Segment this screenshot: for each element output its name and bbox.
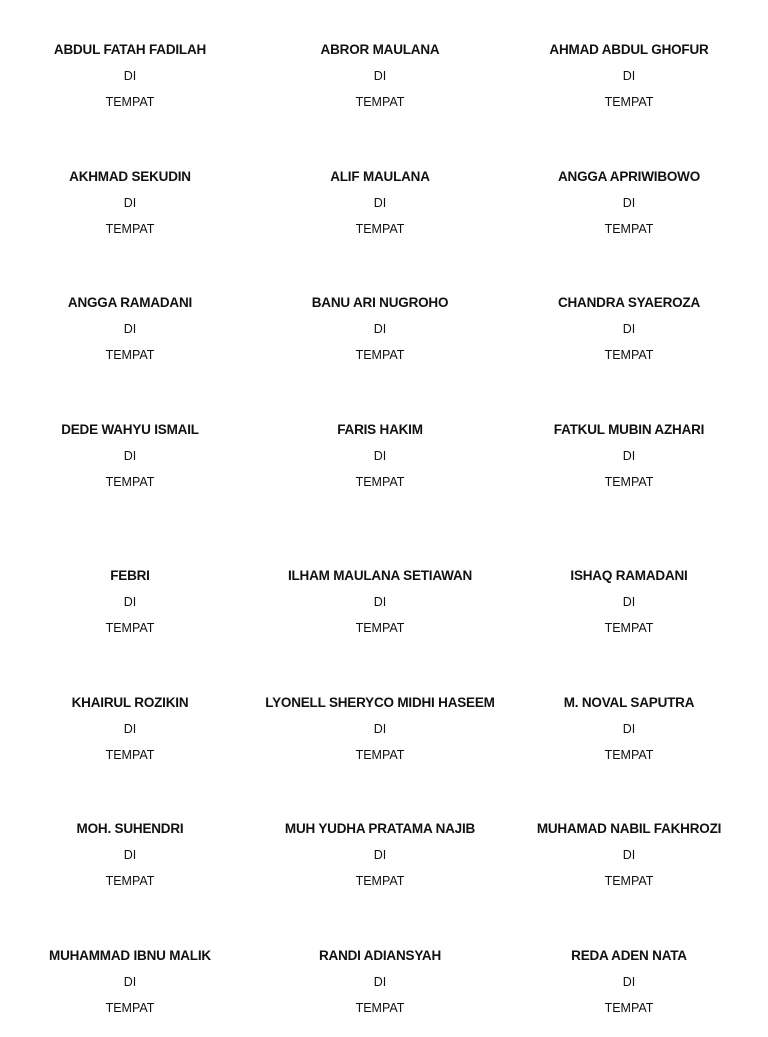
label-line-di: DI (123, 848, 137, 862)
recipient-name: MUHAMMAD IBNU MALIK (49, 948, 211, 963)
label-line-di: DI (373, 449, 387, 463)
label-line-di: DI (622, 595, 636, 609)
label-line-tempat: TEMPAT (604, 222, 654, 236)
recipient-name: MOH. SUHENDRI (76, 821, 184, 836)
recipient-name: ANGGA APRIWIBOWO (557, 169, 701, 184)
label-line-di: DI (622, 975, 636, 989)
label-line-di: DI (123, 69, 137, 83)
label-line-tempat: TEMPAT (105, 874, 155, 888)
label-line-tempat: TEMPAT (355, 621, 405, 635)
recipient-name: RANDI ADIANSYAH (318, 948, 441, 963)
label-row (0, 694, 768, 784)
label-line-di: DI (622, 196, 636, 210)
recipient-name: ALIF MAULANA (330, 169, 430, 184)
label-line-di: DI (622, 69, 636, 83)
label-line-tempat: TEMPAT (105, 748, 155, 762)
label-line-di: DI (123, 595, 137, 609)
label-line-tempat: TEMPAT (604, 95, 654, 109)
recipient-name: ABROR MAULANA (320, 42, 440, 57)
label-line-di: DI (123, 722, 137, 736)
label-line-di: DI (373, 722, 387, 736)
label-row (0, 820, 768, 910)
label-line-tempat: TEMPAT (105, 348, 155, 362)
label-row (0, 421, 768, 511)
label-line-di: DI (373, 322, 387, 336)
recipient-name: ABDUL FATAH FADILAH (53, 42, 207, 57)
label-line-di: DI (373, 69, 387, 83)
label-line-tempat: TEMPAT (105, 95, 155, 109)
label-line-di: DI (373, 595, 387, 609)
label-line-di: DI (123, 975, 137, 989)
label-line-tempat: TEMPAT (604, 621, 654, 635)
label-line-tempat: TEMPAT (105, 621, 155, 635)
label-line-tempat: TEMPAT (105, 222, 155, 236)
label-line-di: DI (123, 196, 137, 210)
label-line-di: DI (123, 449, 137, 463)
label-line-tempat: TEMPAT (355, 222, 405, 236)
recipient-name: LYONELL SHERYCO MIDHI HASEEM (265, 695, 495, 710)
label-row (0, 41, 768, 131)
recipient-name: ANGGA RAMADANI (67, 295, 193, 310)
label-line-tempat: TEMPAT (355, 874, 405, 888)
label-line-di: DI (622, 449, 636, 463)
label-line-tempat: TEMPAT (604, 475, 654, 489)
label-line-tempat: TEMPAT (604, 348, 654, 362)
label-line-tempat: TEMPAT (355, 748, 405, 762)
label-line-di: DI (622, 848, 636, 862)
recipient-name: ISHAQ RAMADANI (570, 568, 688, 583)
recipient-name: MUHAMAD NABIL FAKHROZI (536, 821, 722, 836)
recipient-name: FATKUL MUBIN AZHARI (553, 422, 705, 437)
label-line-tempat: TEMPAT (604, 1001, 654, 1015)
label-line-tempat: TEMPAT (604, 874, 654, 888)
recipient-name: BANU ARI NUGROHO (311, 295, 449, 310)
label-row (0, 168, 768, 258)
label-line-tempat: TEMPAT (355, 348, 405, 362)
label-line-di: DI (373, 196, 387, 210)
recipient-name: FARIS HAKIM (337, 422, 423, 437)
label-line-di: DI (373, 848, 387, 862)
label-line-tempat: TEMPAT (105, 475, 155, 489)
recipient-name: ILHAM MAULANA SETIAWAN (287, 568, 473, 583)
recipient-name: DEDE WAHYU ISMAIL (61, 422, 199, 437)
recipient-name: FEBRI (110, 568, 150, 583)
recipient-name: M. NOVAL SAPUTRA (563, 695, 695, 710)
label-line-tempat: TEMPAT (355, 1001, 405, 1015)
label-line-di: DI (622, 722, 636, 736)
label-line-tempat: TEMPAT (604, 748, 654, 762)
label-line-di: DI (622, 322, 636, 336)
label-row (0, 294, 768, 384)
recipient-name: MUH YUDHA PRATAMA NAJIB (284, 821, 476, 836)
label-line-di: DI (123, 322, 137, 336)
recipient-name: AKHMAD SEKUDIN (69, 169, 191, 184)
recipient-name: KHAIRUL ROZIKIN (71, 695, 189, 710)
recipient-name: REDA ADEN NATA (571, 948, 687, 963)
recipient-name: AHMAD ABDUL GHOFUR (549, 42, 709, 57)
label-line-tempat: TEMPAT (355, 95, 405, 109)
label-line-di: DI (373, 975, 387, 989)
recipient-name: CHANDRA SYAEROZA (557, 295, 701, 310)
label-row (0, 567, 768, 657)
label-line-tempat: TEMPAT (355, 475, 405, 489)
label-line-tempat: TEMPAT (105, 1001, 155, 1015)
